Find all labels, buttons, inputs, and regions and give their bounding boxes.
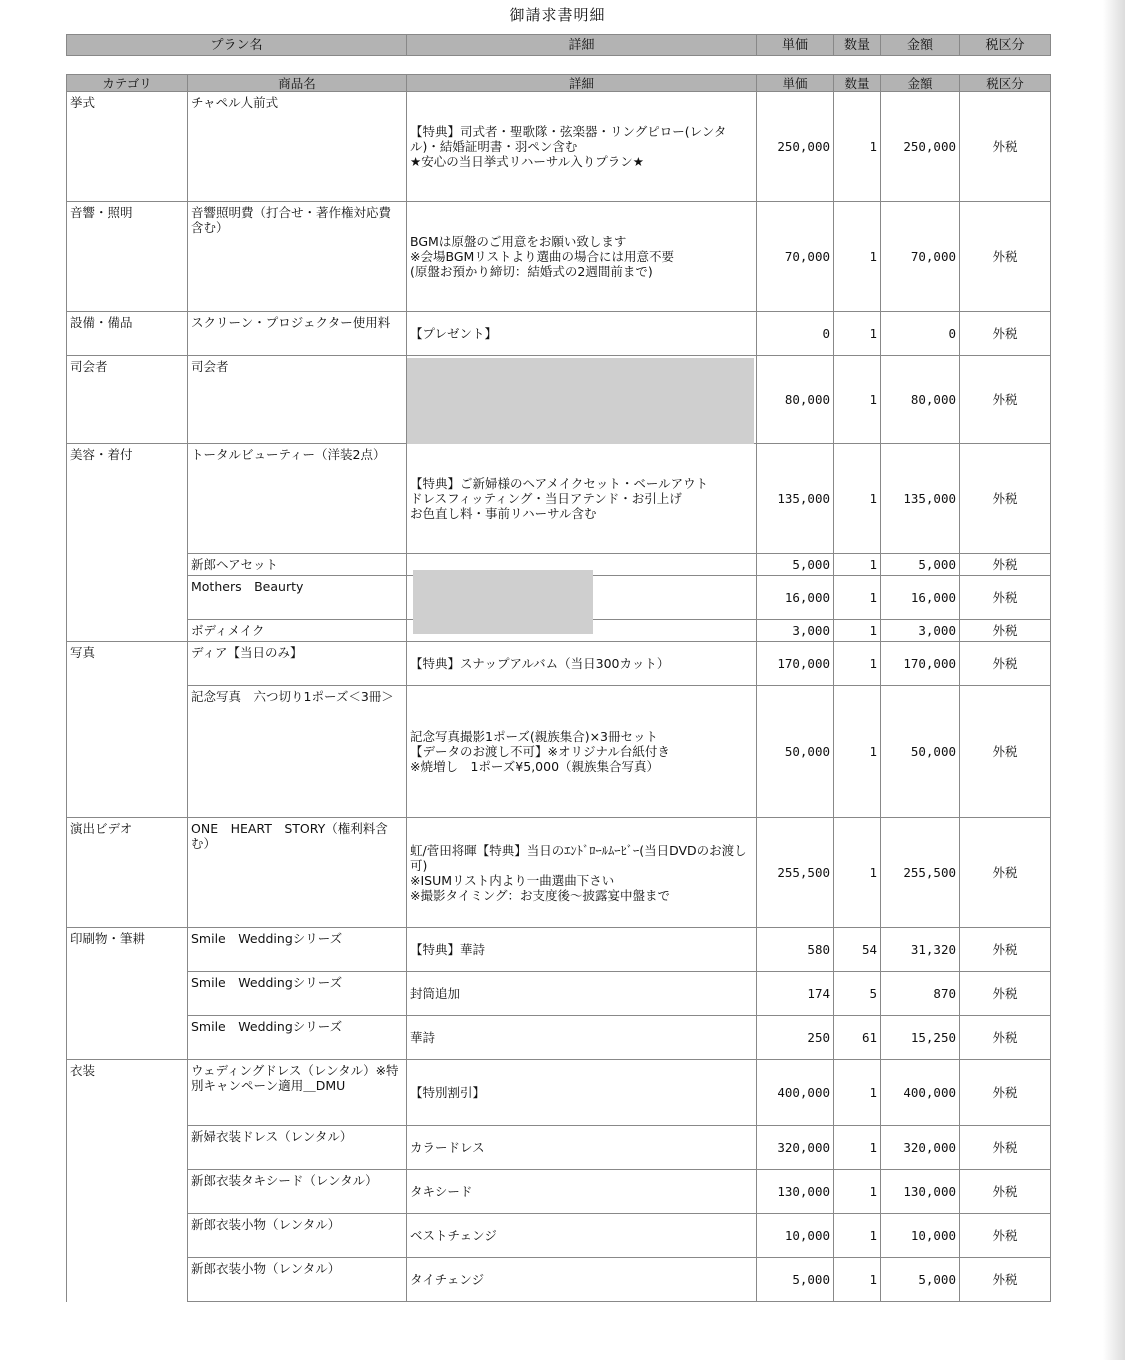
item-name-cell: Smile Weddingシリーズ — [188, 928, 407, 972]
table-row — [67, 1214, 1051, 1258]
table-row — [67, 1258, 1051, 1302]
item-name-cell: スクリーン・プロジェクター使用料 — [188, 312, 407, 356]
amount-cell: 170,000 — [881, 642, 960, 686]
quantity-cell: 5 — [834, 972, 881, 1016]
category-cell — [67, 620, 188, 642]
plan-header-cell: 金額 — [881, 35, 960, 56]
table-row — [67, 1126, 1051, 1170]
detail-cell: タイチェンジ — [407, 1258, 757, 1302]
quantity-cell: 1 — [834, 1170, 881, 1214]
plan-header-cell: プラン名 — [67, 35, 407, 56]
item-name-cell: 新郎衣装小物（レンタル） — [188, 1214, 407, 1258]
unit-price-cell: 3,000 — [757, 620, 834, 642]
category-cell — [67, 972, 188, 1016]
amount-cell: 3,000 — [881, 620, 960, 642]
tax-type-cell: 外税 — [960, 972, 1051, 1016]
detail-cell: 華詩 — [407, 1016, 757, 1060]
table-row — [67, 1170, 1051, 1214]
unit-price-cell: 0 — [757, 312, 834, 356]
item-name-cell: トータルビューティー（洋装2点） — [188, 444, 407, 554]
detail-cell: 虹/菅田将暉【特典】当日のｴﾝﾄﾞﾛｰﾙﾑｰﾋﾞｰ(当日DVDのお渡し可) ※ISUMリスト内より一曲選曲下さい ※撮影タイミング：お支度後～披露宴中盤まで — [407, 818, 757, 928]
tax-type-cell: 外税 — [960, 312, 1051, 356]
page-edge-shadow — [1103, 0, 1125, 1360]
item-name-cell: チャペル人前式 — [188, 92, 407, 202]
quantity-cell: 1 — [834, 554, 881, 576]
plan-header-cell: 単価 — [757, 35, 834, 56]
amount-cell: 5,000 — [881, 1258, 960, 1302]
category-cell: 印刷物・筆耕 — [67, 928, 188, 972]
amount-cell: 50,000 — [881, 686, 960, 818]
item-name-cell: Mothers Beaurty — [188, 576, 407, 620]
category-cell: 写真 — [67, 642, 188, 686]
amount-cell: 250,000 — [881, 92, 960, 202]
category-cell — [67, 1170, 188, 1214]
quantity-cell: 1 — [834, 1214, 881, 1258]
amount-cell: 70,000 — [881, 202, 960, 312]
redacted-block-mc — [407, 358, 754, 444]
unit-price-cell: 250 — [757, 1016, 834, 1060]
table-row — [67, 686, 1051, 818]
table-row — [67, 202, 1051, 312]
table-row — [67, 928, 1051, 972]
unit-price-cell: 320,000 — [757, 1126, 834, 1170]
tax-type-cell: 外税 — [960, 444, 1051, 554]
unit-price-cell: 400,000 — [757, 1060, 834, 1126]
category-cell: 司会者 — [67, 356, 188, 444]
amount-cell: 31,320 — [881, 928, 960, 972]
item-name-cell: ウェディングドレス（レンタル）※特別キャンペーン適用＿DMU — [188, 1060, 407, 1126]
item-name-cell: 記念写真 六つ切り1ポーズ＜3冊＞ — [188, 686, 407, 818]
amount-cell: 5,000 — [881, 554, 960, 576]
column-header: 詳細 — [407, 75, 757, 92]
plan-header-cell: 詳細 — [407, 35, 757, 56]
tax-type-cell: 外税 — [960, 1060, 1051, 1126]
amount-cell: 135,000 — [881, 444, 960, 554]
unit-price-cell: 10,000 — [757, 1214, 834, 1258]
unit-price-cell: 16,000 — [757, 576, 834, 620]
category-cell: 衣装 — [67, 1060, 188, 1126]
item-name-cell: 新婦衣装ドレス（レンタル） — [188, 1126, 407, 1170]
unit-price-cell: 255,500 — [757, 818, 834, 928]
category-cell: 演出ビデオ — [67, 818, 188, 928]
amount-cell: 130,000 — [881, 1170, 960, 1214]
detail-cell: 【特典】司式者・聖歌隊・弦楽器・リングピロー(レンタル)・結婚証明書・羽ペン含む ★安心の当日挙式リハーサル入りプラン★ — [407, 92, 757, 202]
tax-type-cell: 外税 — [960, 1016, 1051, 1060]
table-row — [67, 1060, 1051, 1126]
table-row — [67, 1016, 1051, 1060]
category-cell — [67, 1126, 188, 1170]
detail-cell: BGMは原盤のご用意をお願い致します ※会場BGMリストより選曲の場合には用意不要 (原盤お預かり締切：結婚式の2週間前まで) — [407, 202, 757, 312]
unit-price-cell: 174 — [757, 972, 834, 1016]
item-name-cell: 新郎衣装タキシード（レンタル） — [188, 1170, 407, 1214]
tax-type-cell: 外税 — [960, 554, 1051, 576]
table-row — [67, 972, 1051, 1016]
quantity-cell: 1 — [834, 1060, 881, 1126]
unit-price-cell: 5,000 — [757, 1258, 834, 1302]
category-cell: 挙式 — [67, 92, 188, 202]
quantity-cell: 1 — [834, 686, 881, 818]
table-row — [67, 818, 1051, 928]
detail-cell: 記念写真撮影1ポーズ(親族集合)×3冊セット 【データのお渡し不可】※オリジナル台紙付き ※焼増し 1ポーズ¥5,000（親族集合写真） — [407, 686, 757, 818]
quantity-cell: 1 — [834, 92, 881, 202]
item-name-cell: Smile Weddingシリーズ — [188, 972, 407, 1016]
amount-cell: 0 — [881, 312, 960, 356]
amount-cell: 255,500 — [881, 818, 960, 928]
column-header: 税区分 — [960, 75, 1051, 92]
amount-cell: 870 — [881, 972, 960, 1016]
detail-cell: 【特典】華詩 — [407, 928, 757, 972]
category-cell — [67, 686, 188, 818]
column-header: 商品名 — [188, 75, 407, 92]
item-name-cell: 音響照明費（打合せ・著作権対応費含む） — [188, 202, 407, 312]
category-cell — [67, 554, 188, 576]
quantity-cell: 1 — [834, 818, 881, 928]
category-cell: 美容・着付 — [67, 444, 188, 554]
detail-cell: 【特別割引】 — [407, 1060, 757, 1126]
detail-cell: 【プレゼント】 — [407, 312, 757, 356]
detail-cell: ベストチェンジ — [407, 1214, 757, 1258]
quantity-cell: 1 — [834, 576, 881, 620]
tax-type-cell: 外税 — [960, 202, 1051, 312]
column-header: 数量 — [834, 75, 881, 92]
table-row — [67, 92, 1051, 202]
plan-header-cell: 税区分 — [960, 35, 1051, 56]
category-cell: 設備・備品 — [67, 312, 188, 356]
unit-price-cell: 130,000 — [757, 1170, 834, 1214]
tax-type-cell: 外税 — [960, 928, 1051, 972]
amount-cell: 16,000 — [881, 576, 960, 620]
column-header: 金額 — [881, 75, 960, 92]
item-name-cell: 新郎衣装小物（レンタル） — [188, 1258, 407, 1302]
column-header: カテゴリ — [67, 75, 188, 92]
unit-price-cell: 580 — [757, 928, 834, 972]
unit-price-cell: 50,000 — [757, 686, 834, 818]
quantity-cell: 1 — [834, 1126, 881, 1170]
detail-cell: タキシード — [407, 1170, 757, 1214]
plan-header-table — [66, 34, 1051, 56]
item-name-cell: ボディメイク — [188, 620, 407, 642]
amount-cell: 400,000 — [881, 1060, 960, 1126]
quantity-cell: 1 — [834, 312, 881, 356]
quantity-cell: 1 — [834, 1258, 881, 1302]
category-cell: 音響・照明 — [67, 202, 188, 312]
unit-price-cell: 80,000 — [757, 356, 834, 444]
amount-cell: 10,000 — [881, 1214, 960, 1258]
quantity-cell: 1 — [834, 202, 881, 312]
tax-type-cell: 外税 — [960, 620, 1051, 642]
detail-cell: カラードレス — [407, 1126, 757, 1170]
tax-type-cell: 外税 — [960, 1214, 1051, 1258]
quantity-cell: 1 — [834, 356, 881, 444]
tax-type-cell: 外税 — [960, 1258, 1051, 1302]
item-name-cell: 司会者 — [188, 356, 407, 444]
unit-price-cell: 135,000 — [757, 444, 834, 554]
tax-type-cell: 外税 — [960, 818, 1051, 928]
category-cell — [67, 576, 188, 620]
redacted-block-beauty — [413, 570, 593, 634]
unit-price-cell: 5,000 — [757, 554, 834, 576]
detail-cell: 封筒追加 — [407, 972, 757, 1016]
items-table — [66, 74, 1051, 1302]
tax-type-cell: 外税 — [960, 576, 1051, 620]
tax-type-cell: 外税 — [960, 1126, 1051, 1170]
tax-type-cell: 外税 — [960, 642, 1051, 686]
column-header: 単価 — [757, 75, 834, 92]
table-row — [67, 642, 1051, 686]
detail-cell: 【特典】ご新婦様のヘアメイクセット・ベールアウト ドレスフィッティング・当日アテンド・お引上げ お色直し料・事前リハーサル含む — [407, 444, 757, 554]
item-name-cell: ディア【当日のみ】 — [188, 642, 407, 686]
unit-price-cell: 250,000 — [757, 92, 834, 202]
item-name-cell: Smile Weddingシリーズ — [188, 1016, 407, 1060]
table-row — [67, 444, 1051, 554]
quantity-cell: 54 — [834, 928, 881, 972]
tax-type-cell: 外税 — [960, 356, 1051, 444]
detail-cell: 【特典】スナップアルバム（当日300カット） — [407, 642, 757, 686]
plan-header-cell: 数量 — [834, 35, 881, 56]
quantity-cell: 1 — [834, 444, 881, 554]
unit-price-cell: 70,000 — [757, 202, 834, 312]
quantity-cell: 1 — [834, 642, 881, 686]
amount-cell: 320,000 — [881, 1126, 960, 1170]
amount-cell: 80,000 — [881, 356, 960, 444]
quantity-cell: 61 — [834, 1016, 881, 1060]
tax-type-cell: 外税 — [960, 686, 1051, 818]
table-row — [67, 312, 1051, 356]
tax-type-cell: 外税 — [960, 1170, 1051, 1214]
unit-price-cell: 170,000 — [757, 642, 834, 686]
amount-cell: 15,250 — [881, 1016, 960, 1060]
tax-type-cell: 外税 — [960, 92, 1051, 202]
item-name-cell: ONE HEART STORY（権利料含む） — [188, 818, 407, 928]
page-title: 御請求書明細 — [509, 6, 606, 24]
category-cell — [67, 1258, 188, 1302]
category-cell — [67, 1016, 188, 1060]
quantity-cell: 1 — [834, 620, 881, 642]
category-cell — [67, 1214, 188, 1258]
item-name-cell: 新郎ヘアセット — [188, 554, 407, 576]
